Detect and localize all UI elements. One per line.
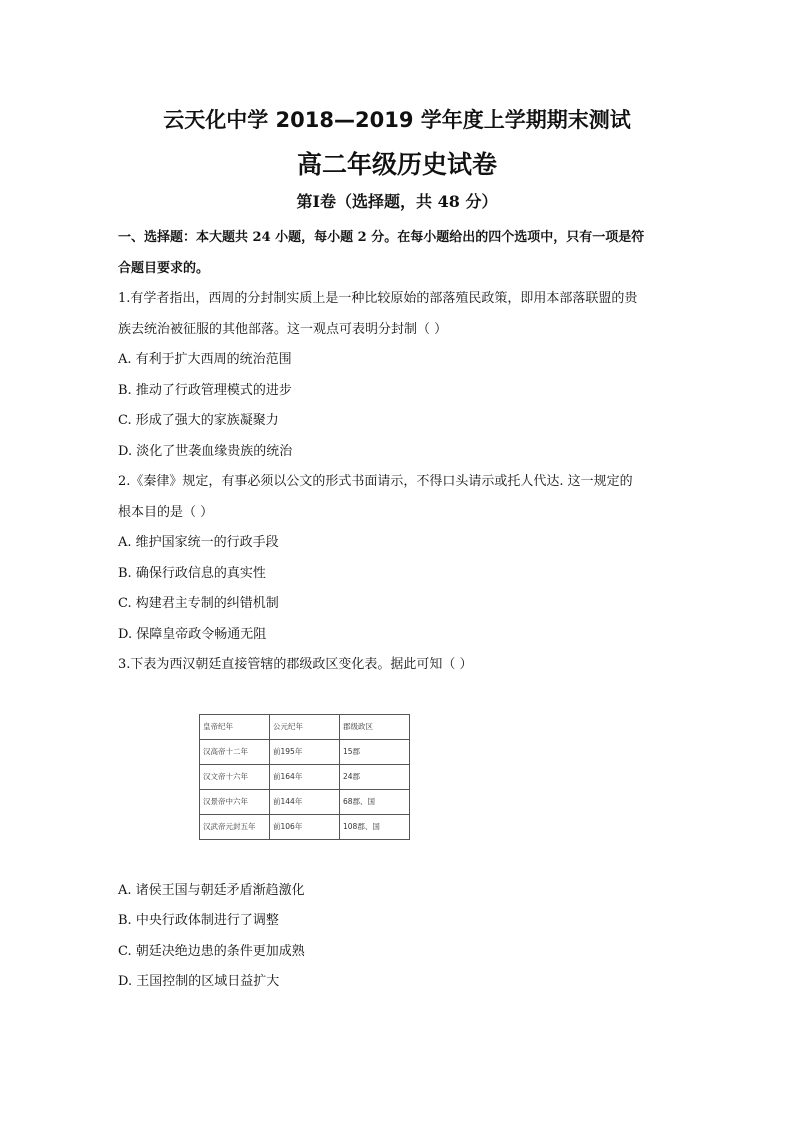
question-1-option-b: B. 推动了行政管理模式的进步 [118, 382, 292, 398]
question-2-stem-line2: 根本目的是（ ） [118, 504, 214, 520]
question-1-option-a: A. 有利于扩大西周的统治范围 [118, 352, 292, 367]
question-2 [118, 467, 688, 650]
table-row [200, 764, 410, 789]
question-3-option-a: A. 诸侯王国与朝廷矛盾渐趋激化 [118, 882, 305, 898]
prefecture-table-wrapper [118, 681, 688, 876]
table-header-row [200, 714, 410, 739]
volume-heading: 第Ⅰ卷（选择题，共 48 分） [296, 192, 498, 211]
question-3-option-d: D. 王国控制的区域日益扩大 [118, 974, 280, 989]
table-cell: 前106年 [270, 814, 340, 839]
table-header-cell: 公元纪年 [270, 714, 340, 739]
prefecture-table [199, 714, 410, 840]
table-cell: 汉景帝中六年 [200, 789, 270, 814]
question-3 [118, 650, 688, 998]
exam-title: 云天化中学 2018—2019 学年度上学期期末测试 [163, 108, 631, 132]
table-cell: 汉文帝十六年 [200, 764, 270, 789]
table-header-cell: 皇帝纪年 [200, 714, 270, 739]
table-cell: 前195年 [270, 739, 340, 764]
table-row [200, 814, 410, 839]
question-1-stem-line2: 族去统治被征服的其他部落。这一观点可表明分封制（ ） [118, 321, 448, 337]
table-row [200, 739, 410, 764]
section-instructions [118, 223, 688, 284]
table-cell: 前164年 [270, 764, 340, 789]
table-cell: 24郡 [340, 764, 410, 789]
exam-body [118, 223, 688, 998]
question-3-stem: 3.下表为西汉朝廷直接管辖的郡级政区变化表。据此可知（ ） [118, 657, 473, 672]
table-cell: 15郡 [340, 739, 410, 764]
table-cell: 汉高帝十二年 [200, 739, 270, 764]
question-3-option-c: C. 朝廷决绝边患的条件更加成熟 [118, 943, 305, 959]
table-cell: 前144年 [270, 789, 340, 814]
section-instructions-line2: 合题目要求的。 [118, 260, 210, 276]
table-cell: 汉武帝元封五年 [200, 814, 270, 839]
question-1-option-d: D. 淡化了世袭血缘贵族的统治 [118, 443, 293, 459]
question-2-option-b: B. 确保行政信息的真实性 [118, 565, 266, 581]
question-1-stem-line1: 1.有学者指出，西周的分封制实质上是一种比较原始的部落殖民政策，即用本部落联盟的贵 [118, 291, 638, 306]
question-2-stem-line1: 2.《秦律》规定，有事必须以公文的形式书面请示，不得口头请示或托人代达. 这一规定的 [118, 474, 633, 489]
question-1-option-c: C. 形成了强大的家族凝聚力 [118, 413, 279, 428]
question-1 [118, 284, 688, 467]
table-cell: 108郡、国 [340, 814, 410, 839]
table-header-cell: 郡级政区 [340, 714, 410, 739]
question-3-option-b: B. 中央行政体制进行了调整 [118, 913, 279, 928]
table-row [200, 789, 410, 814]
question-2-option-c: C. 构建君主专制的纠错机制 [118, 596, 279, 611]
exam-subtitle: 高二年级历史试卷 [296, 150, 497, 179]
section-instructions-line1: 一、选择题：本大题共 24 小题，每小题 2 分。在每小题给出的四个选项中，只有一项是符 [118, 230, 645, 245]
question-2-option-a: A. 维护国家统一的行政手段 [118, 535, 279, 550]
table-cell: 68郡、国 [340, 789, 410, 814]
question-2-option-d: D. 保障皇帝政令畅通无阻 [118, 626, 267, 642]
